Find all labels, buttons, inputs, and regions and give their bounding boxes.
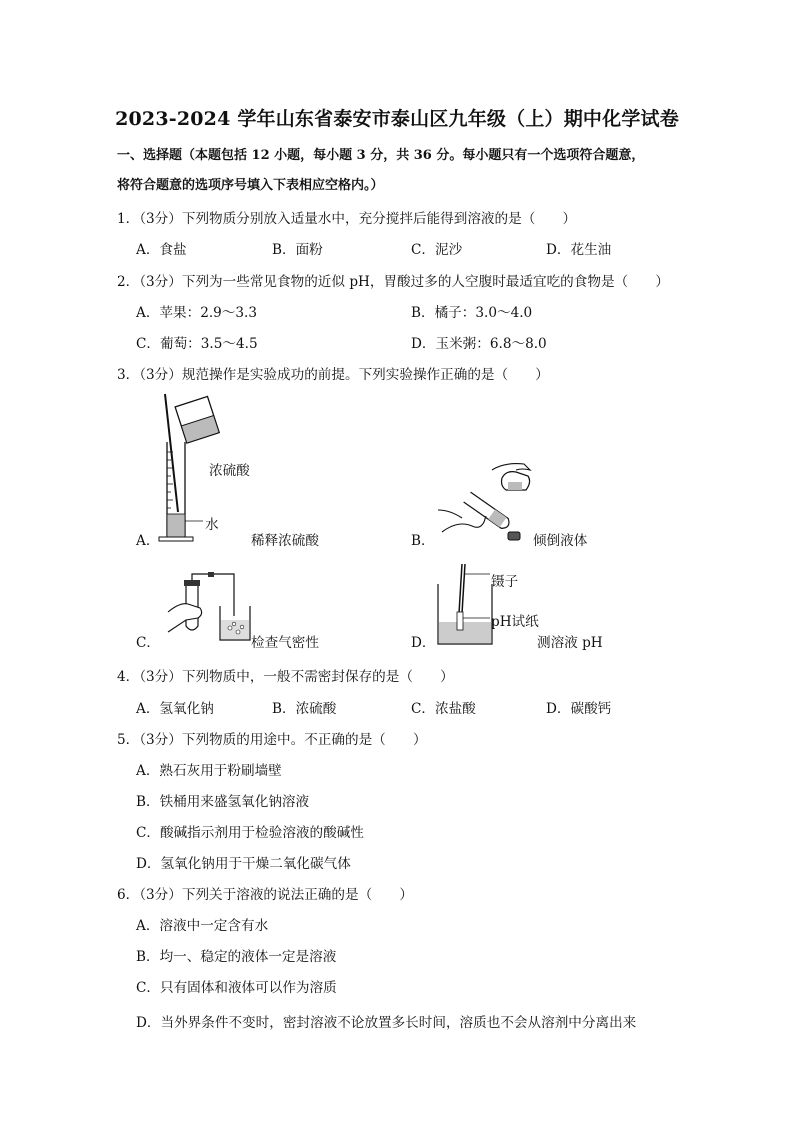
q2-option-b[interactable]: B．橘子：3.0～4.0 [411, 305, 533, 321]
q1-option-a[interactable]: A．食盐 [136, 242, 187, 258]
q4-option-b[interactable]: B．浓硫酸 [272, 701, 337, 717]
q6-option-c[interactable]: C．只有固体和液体可以作为溶质 [136, 980, 337, 996]
question-4-stem: 4．（3分）下列物质中，一般不需密封保存的是（ ） [117, 669, 454, 685]
q3-option-b[interactable]: B． [411, 533, 435, 549]
q2-option-d[interactable]: D．玉米粥：6.8～8.0 [411, 336, 547, 352]
q6-option-a[interactable]: A．溶液中一定含有水 [136, 918, 269, 934]
q3-option-c[interactable]: C． [136, 635, 160, 651]
question-3-stem: 3．（3分）规范操作是实验成功的前提。下列实验操作正确的是（ ） [117, 367, 549, 383]
section-heading-line1: 一、选择题（本题包括 12 小题，每小题 3 分，共 36 分。每小题只有一个选项符合题意， [117, 148, 645, 163]
figure-d-ph-illustration [436, 562, 496, 646]
q1-option-d[interactable]: D．花生油 [546, 242, 612, 258]
q5-option-c[interactable]: C．酸碱指示剂用于检验溶液的酸碱性 [136, 825, 364, 841]
figure-a-label-water: 水 [205, 517, 219, 533]
q1-option-c[interactable]: C．泥沙 [411, 242, 463, 258]
figure-d-caption: 测溶液 pH [537, 635, 603, 651]
q4-option-a[interactable]: A．氢氧化钠 [136, 701, 214, 717]
q1-option-b[interactable]: B．面粉 [272, 242, 323, 258]
q5-option-b[interactable]: B．铁桶用来盛氢氧化钠溶液 [136, 794, 310, 810]
q6-option-d[interactable]: D．当外界条件不变时，密封溶液不论放置多长时间，溶质也不会从溶剂中分离出来 [136, 1015, 637, 1031]
question-5-stem: 5．（3分）下列物质的用途中。不正确的是（ ） [117, 732, 427, 748]
q5-option-d[interactable]: D．氢氧化钠用于干燥二氧化碳气体 [136, 856, 351, 872]
q4-option-d[interactable]: D．碳酸钙 [546, 701, 612, 717]
q5-option-a[interactable]: A．熟石灰用于粉刷墙壁 [136, 763, 282, 779]
q3-option-a[interactable]: A． [136, 533, 160, 549]
figure-a-label-acid: 浓硫酸 [209, 463, 250, 479]
question-6-stem: 6．（3分）下列关于溶液的说法正确的是（ ） [117, 887, 413, 903]
figure-d-label-ph-paper: pH试纸 [491, 614, 539, 630]
page-title: 2023-2024 学年山东省泰安市泰山区九年级（上）期中化学试卷 [115, 108, 679, 130]
question-1-stem: 1．（3分）下列物质分别放入适量水中，充分搅拌后能得到溶液的是（ ） [117, 211, 577, 227]
q2-option-a[interactable]: A．苹果：2.9～3.3 [136, 305, 258, 321]
question-2-stem: 2．（3分）下列为一些常见食物的近似 pH，胃酸过多的人空腹时最适宜吃的食物是（ ） [117, 274, 669, 290]
figure-c-airtightness-illustration [160, 572, 256, 644]
q3-option-d[interactable]: D． [411, 635, 436, 651]
figure-d-label-tweezers: 镊子 [491, 574, 519, 590]
q4-option-c[interactable]: C．浓盐酸 [411, 701, 476, 717]
figure-a-caption: 稀释浓硫酸 [251, 533, 319, 549]
q2-option-c[interactable]: C．葡萄：3.5～4.5 [136, 336, 258, 352]
figure-b-caption: 倾倒液体 [533, 533, 588, 549]
figure-b-pouring-illustration [432, 460, 537, 545]
section-heading-line2: 将符合题意的选项序号填入下表相应空格内。） [117, 178, 384, 193]
figure-c-caption: 检查气密性 [251, 635, 319, 651]
q6-option-b[interactable]: B．均一、稳定的液体一定是溶液 [136, 949, 337, 965]
